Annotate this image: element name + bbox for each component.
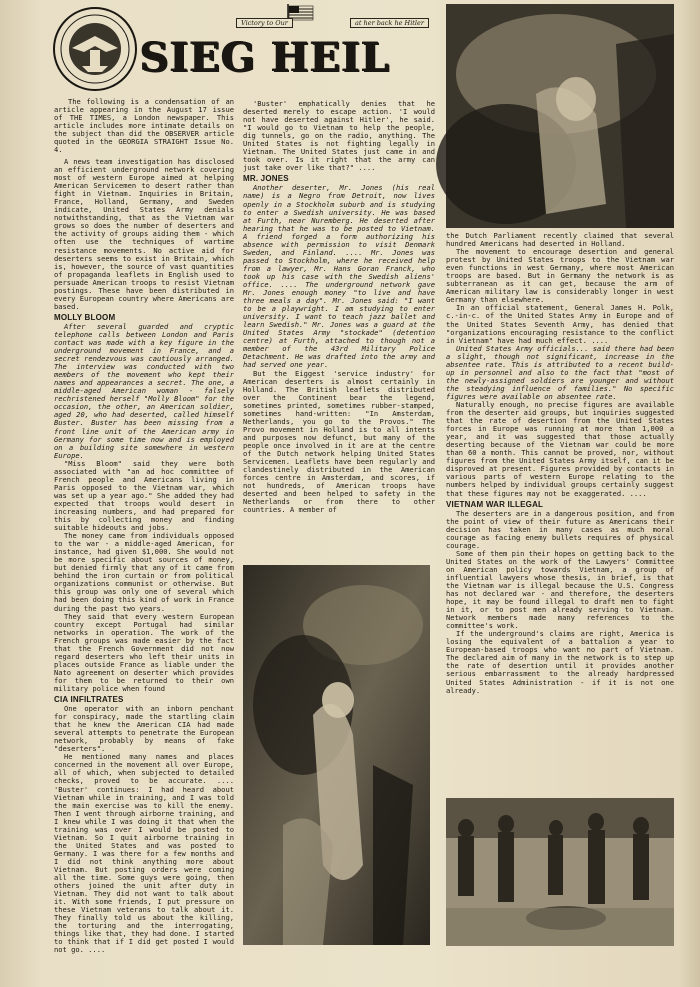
col2-paragraph: But the Eiggest 'service industry' for American deserters is almost certainly in Holland. The British leaflets distributed over the Continent bear the legend, sometimes printed, sometimes rubber-stamped, sometimes hand-written: "In Amsterdam, Netherlands, you go to the Provos." The Provo movement in Holland is to all intents and purposes now defunct, but many of the people once involved in it are at the centre of the Dutch network helping United States Servicemen. Leaflets have been regularly and clandestinely distributed in the American forces centre in Amsterdam, and scores, if not hundreds, of American troops have deserted and been helped to safety in the Netherlands or from there to other countries. A member of (243, 368, 435, 515)
col1-paragraph: He mentioned many names and places concerned in the movement all over Europe, all of which, when subjected to detailed checks, proved to be accurate. .... 'Buster' continues: I had heard about Vietnam while in training, and I was told the main exercise was to kill the enemy. Then I went through airborne training, and I knew while I was doing it that when the training was over I would be posted to Vietnam. So I quit airborne training in the United States and was posted to Germany. I was there for a few months and I did not think anything more about Vietnam. But posting orders were coming all the time. Some guys were going, then others joined the unit after duty in Vietnam. They did not want to talk about it. With some friends, I put pressure on these Vietnam veterans to talk about it. They finally told us about the killing, the torturing and the interrogating, things like that, they had done. I started to think that if I did get posted I would not go. .... (54, 752, 234, 955)
eagle-seal-emblem (52, 6, 138, 92)
col2-paragraph: 'Buster' emphatically denies that he deserted merely to escape action. 'I would not have deserted against Hitler', he said. "I would go to Vietnam to help the people, dig tunnels, go on the radio, anything. The United States is not fighting legally in Vietnam. The United States just came in and took over. Is it right that the army can just take over like that?" .... (243, 99, 435, 173)
page-crease (678, 0, 700, 987)
masthead-title: SIEG HEIL (140, 34, 391, 81)
col1-paragraph: One operator with an inborn penchant for conspiracy, made the startling claim that he knew the American CIA had made several attempts to penetrate the European network, probably by means of fake "deserters". (54, 704, 234, 754)
col3-paragraph: United States Army officials... said there had been a slight, though not significant, increase in the absentee rate. This is attributed to a recent build-up in personnel and also to the fact that "most of the newly-assigned soldiers are younger and without the steadying influence of families." No specific figures were available on absentee rate. (446, 343, 674, 401)
col3-paragraph: the Dutch Parliament recently claimed that several hundred Americans had deserted in Holland. (446, 231, 674, 249)
intro-text: The following is a condensation of an article appearing in the August 17 issue of THE TIMES, a London newspaper. This article includes more intimate details on the subject than did the OBSERVER article quoted in the GEORGIA STRAIGHT Issue No. 4. (54, 97, 234, 155)
subhead-molly-bloom: MOLLY BLOOM (54, 312, 116, 322)
col2-paragraph: Another deserter, Mr. Jones (his real name) is a Negro from Detroit, now lives openly in a Stockholm suburb and is studying to enter a Swedish university. He was based at Furth, near Nuremberg. He deserted after hearing that he was to be posted to Vietnam. A friend forged a form authorizing his absence with permission to visit Denmark Sweden, and Finland. .... Mr. Jones was passed to Stockholm, where he received help from a lawyer, Mr. Hans Goran Franck, who took up his case with the Swedish aliens' office. .... The underground network gave Mr. Jones enough money "to live and have three meals a day". Mr. Jones said: "I want to be a playwright. I am studying to enter university. I want to teach jazz ballet and learn Swedish." Mr. Jones was a guard at the United States Army "stockade" (detention centre) at Furth, attached to though not a member of the 43rd Military Police Detachment. He was drafted into the army and had served one year. (243, 183, 435, 370)
column-1 (54, 157, 234, 955)
vietnam-scene-photo (446, 4, 674, 228)
col1-paragraph: The money came from individuals opposed to the war - a middle-aged American, for instance, had given $1,000. She would not be more specific about sources of money, but denied firmly that any of it came from behind the iron curtain or from political organizations communist or otherwise. But this group was only one of several which had been doing this kind of work in France during the past two years. (54, 531, 234, 613)
soldiers-field-photo (446, 798, 674, 946)
col3-paragraph: Some of them pin their hopes on getting back to the United States on the work of the Lawyers' Committee on American policy towards Vietnam, a group of influential lawyers whose thesis, in brief, is that the Vietnam war is illegal because the U.S. Congress has not declared war - and therefore, the deserters hope, it may be found illegal to draft men to fight in it, or to post men already serving to Vietnam. Network members made many references to the committee's work. (446, 548, 674, 631)
col1-paragraph: They said that every western European country except Portugal had similar networks in operation. The work of the French groups was made easier by the fact that the French Government did not now regard deserters who left their units in places outside France as liable under the Nato agreement on deserter which provides for them to be returned to their own military police when found (54, 611, 234, 693)
column-3 (446, 232, 674, 792)
subhead-cia-infiltrates: CIA INFILTRATES (54, 695, 124, 705)
col3-paragraph: The deserters are in a dangerous position, and from the point of view of their future as Americans their decision has taken in many cases as much moral courage as facing enemy bullets requires of physical courage. (446, 508, 674, 550)
col3-paragraph: The movement to encourage desertion and general protest by United States troops to the Vietnam war even functions in west Germany, where most American troops are based. But in Germany the network is as subterranean as it can get, because the arm of American military law is considerably longer in west Germany than elsewhere. (446, 247, 674, 305)
col1-paragraph: After several guarded and cryptic telephone calls between London and Paris contact was made with a key figure in the underground movement in France, and a secret rendezvous was cautiously arranged. The interview was conducted with two members of the movement who kept their names and appearances a secret. The one, a middle-aged American woman - falsely rechristened herself "Molly Bloom" for the occasion, the other, an American soldier, aged 20, who had deserted, called himself Buster. Buster has been missing from a front line unit of the American army in Germany for some time now and is employed on a building site somewhere in western Europe. (54, 321, 234, 460)
subhead-mr-jones: MR. JONES (243, 174, 289, 184)
col3-paragraph: Naturally enough, no precise figures are available from the deserter aid groups, but inquiries suggested that the rate of desertion from the United States forces in Europe was running at more than 1,000 a year, and it was suggested that those actually deserting because of the Vietnam war could be more than 60 a month. This cannot be proved, nor, without figures from the United States Army itself, can it be disproved at present. Figures provided by contacts in various parts of western Europe relating to the numbers helped by individual groups certainly suggest that these figures may not be exaggerated. .... (446, 399, 674, 498)
col1-paragraph: A news team investigation has disclosed an efficient underground network covering most of western Europe aimed at helping American Servicemen to desert rather than fight in Vietnam. Inquiries in Britain, France, Holland, Germany, and Sweden indicate, United States Army denials notwithstanding, that as the Vietnam war grows so does the number of deserters and the activity of groups aiding them - which often use the techniques of wartime resistance movements. No active aid for deserters seems to exist in Britain, which is, however, the source of vast quantities of propaganda leaflets in English used to persuade American troops to resist Vietnam postings. These have been distributed in every European country where Americans are based. (54, 157, 234, 311)
masthead-banner-right: at her back he Hitler (350, 18, 429, 28)
intro-box (54, 98, 234, 160)
masthead-banner-left: Victory to Our (236, 18, 293, 28)
col3-paragraph: If the underground's claims are right, America is losing the equivalent of a battalion a year to European-based troops who want no part of Vietnam. The declared aim of many in the network is to step up the rate of desertion until it provides another serious embarrassment to the already hardpressed United States Administration - if it is not one already. (446, 629, 674, 695)
subhead-vietnam-war-illegal: VIETNAM WAR ILLEGAL (446, 499, 544, 509)
col3-paragraph: In an official statement, General James H. Polk, c.-in-c. of the United States Army in Europe and of the United States Seventh Army, has denied that "organizations encouraging resistance to the conflict in Vietnam" have had much effect. .... (446, 303, 674, 345)
vietnam-atrocity-photo (243, 565, 430, 945)
col1-paragraph: "Miss Bloom" said they were both associated with "an ad hoc committee of French people and Americans living in Paris opposed to the Vietnam war, which was set up a year ago." She added they had expected that troops would desert in increasing numbers, and had prepared for this by collecting money and finding suitable hideouts and jobs. (54, 458, 234, 533)
column-2 (243, 100, 435, 560)
